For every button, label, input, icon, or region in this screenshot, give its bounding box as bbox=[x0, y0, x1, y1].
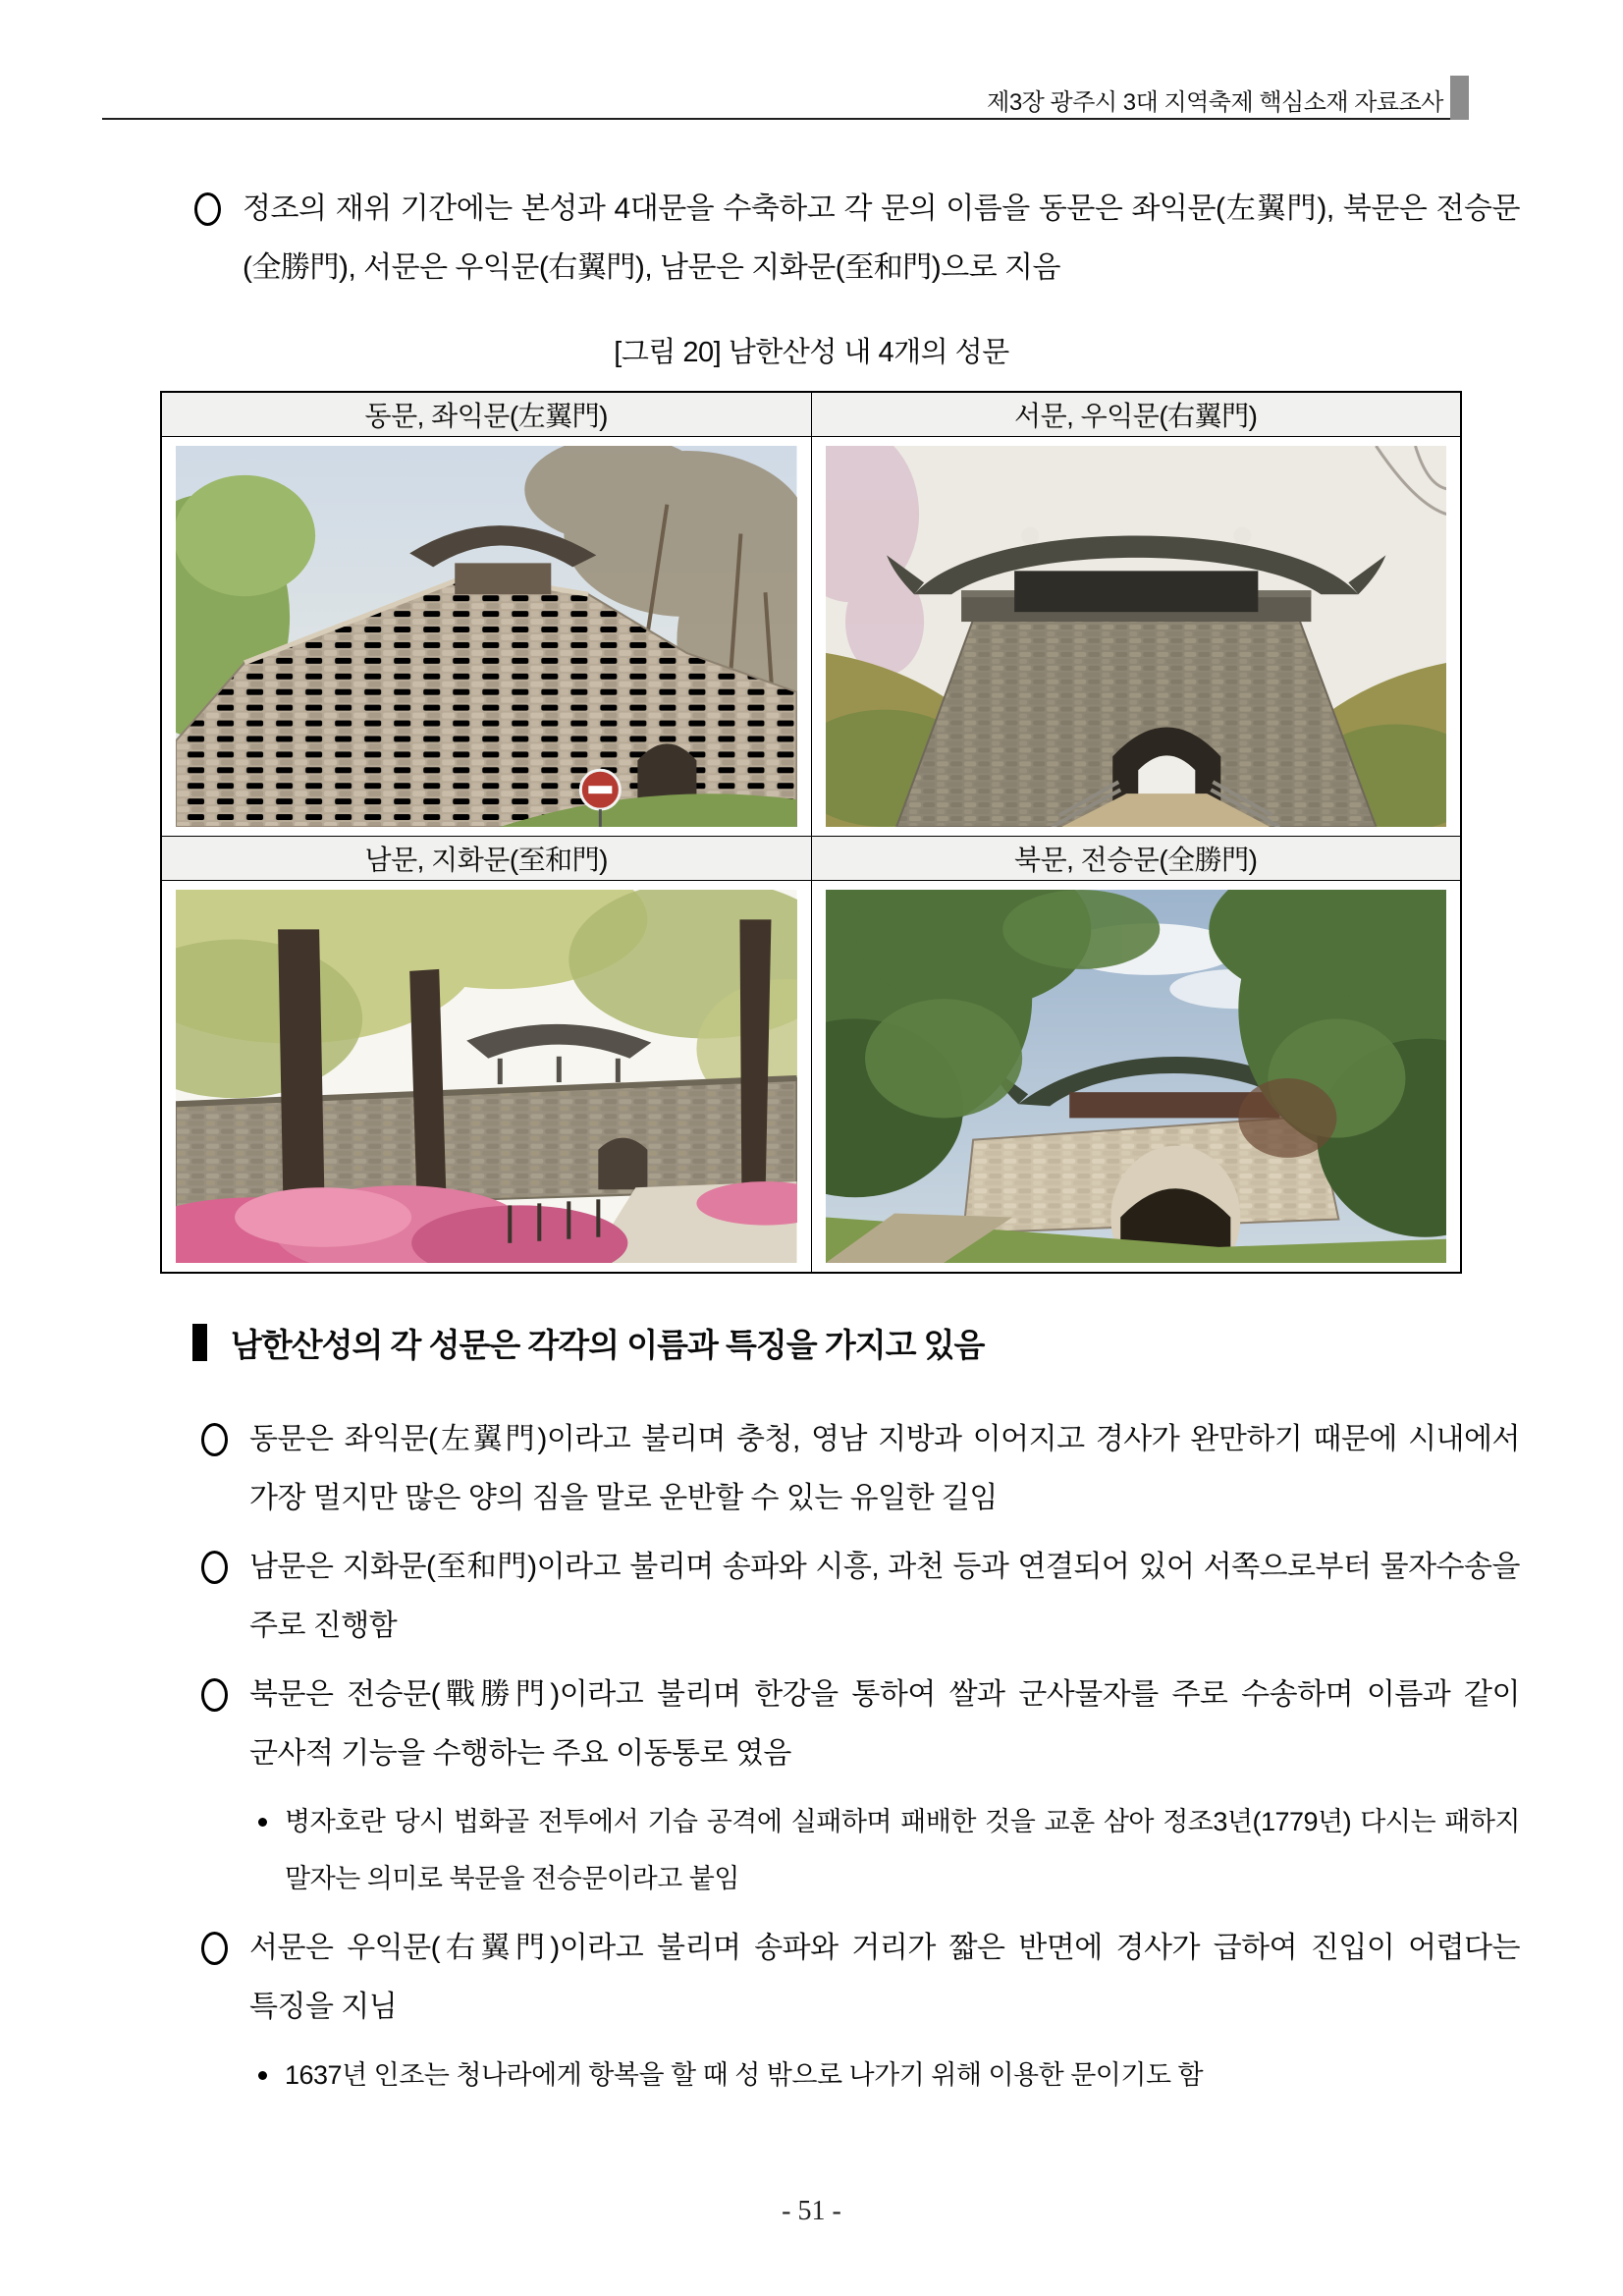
figure-cell-header-south: 남문, 지화문(至和門) bbox=[161, 837, 811, 881]
figure-caption: [그림 20] 남한산성 내 4개의 성문 bbox=[614, 337, 1009, 368]
list-item bbox=[201, 1410, 1520, 1528]
header-divider bbox=[102, 118, 1450, 120]
bullet-north-gate: 북문은 전승문(戰勝門)이라고 불리며 한강을 통하여 쌀과 군사물자를 주로 수송하며 이름과 같이 군사적 기능을 수행하는 주요 이동통로 였음 bbox=[249, 1678, 1520, 1770]
figure-cell-header-east: 동문, 좌익문(左翼門) bbox=[161, 392, 811, 437]
sub-bullet-north-gate: 병자호란 당시 법화골 전투에서 기습 공격에 실패하며 패배한 것을 교훈 삼아 정조3년(1779년) 다시는 패하지 말자는 의미로 북문을 전승문이라고 붙임 bbox=[285, 1807, 1520, 1893]
intro-bullet-text: 정조의 재위 기간에는 본성과 4대문을 수축하고 각 문의 이름을 동문은 좌익문(左翼門), 북문은 전승문(全勝門), 서문은 우익문(右翼門), 남문은 지화문(至和門)으로 지음 bbox=[243, 192, 1520, 284]
figure-cell-header-west: 서문, 우익문(右翼門) bbox=[811, 392, 1461, 437]
circle-bullet-icon bbox=[201, 1678, 228, 1712]
list-item bbox=[201, 1538, 1520, 1656]
sub-bullet-west-gate: 1637년 인조는 청나라에게 항복을 할 때 성 밖으로 나가기 위해 이용한 문이기도 함 bbox=[285, 2060, 1204, 2090]
page-number: - 51 - bbox=[782, 2196, 841, 2226]
photo-north-gate bbox=[826, 890, 1447, 1263]
figure-cell-header-north: 북문, 전승문(全勝門) bbox=[811, 837, 1461, 881]
sub-list-item bbox=[258, 1793, 1520, 1907]
figure-table bbox=[160, 391, 1462, 1274]
intro-bullet bbox=[194, 180, 1520, 298]
section-marker-icon bbox=[192, 1324, 207, 1361]
list-item bbox=[201, 1666, 1520, 1783]
photo-west-gate bbox=[826, 446, 1447, 827]
section-title: 남한산성의 각 성문은 각각의 이름과 특징을 가지고 있음 bbox=[231, 1327, 985, 1363]
sub-list-item bbox=[258, 2047, 1520, 2104]
circle-bullet-icon bbox=[201, 1423, 228, 1456]
bullet-east-gate: 동문은 좌익문(左翼門)이라고 불리며 충청, 영남 지방과 이어지고 경사가 완만하기 때문에 시내에서 가장 멀지만 많은 양의 짐을 말로 운반할 수 있는 유일한 길임 bbox=[249, 1423, 1520, 1514]
running-header: 제3장 광주시 3대 지역축제 핵심소재 자료조사 bbox=[987, 89, 1443, 116]
header-accent-bar-icon bbox=[1450, 76, 1469, 120]
circle-bullet-icon bbox=[201, 1551, 228, 1584]
dot-bullet-icon bbox=[258, 2071, 267, 2080]
photo-south-gate bbox=[176, 890, 797, 1263]
dot-bullet-icon bbox=[258, 1818, 267, 1827]
list-item bbox=[201, 1919, 1520, 2037]
photo-east-gate bbox=[176, 446, 797, 827]
bullet-west-gate: 서문은 우익문(右翼門)이라고 불리며 송파와 거리가 짧은 반면에 경사가 급하여 진입이 어렵다는 특징을 지님 bbox=[249, 1932, 1520, 2023]
circle-bullet-icon bbox=[201, 1932, 228, 1965]
bullet-south-gate: 남문은 지화문(至和門)이라고 불리며 송파와 시흥, 과천 등과 연결되어 있어 서쪽으로부터 물자수송을 주로 진행함 bbox=[249, 1551, 1520, 1642]
bullet-list bbox=[201, 1410, 1520, 2115]
circle-bullet-icon bbox=[194, 192, 221, 226]
section-heading bbox=[192, 1320, 1528, 1366]
